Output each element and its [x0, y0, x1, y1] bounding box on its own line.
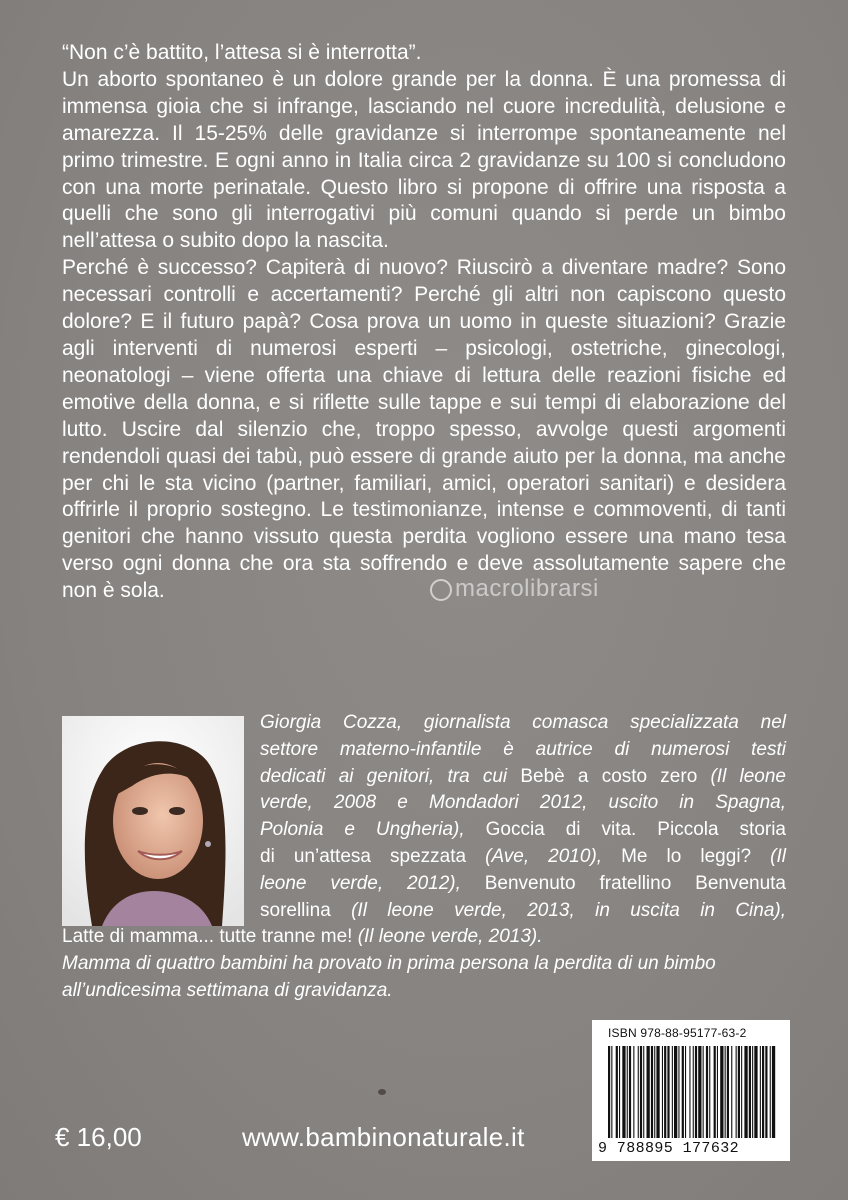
barcode-bar [619, 1046, 620, 1138]
barcode-bar [727, 1046, 729, 1138]
book-title: Benvenuto fratellino Benvenuta [460, 872, 786, 894]
barcode-bar [664, 1046, 666, 1138]
bio-line: all’undicesima settimana di gravidanza. [62, 979, 393, 1001]
book-title: Latte di mamma... tutte tranne me! [62, 926, 353, 948]
barcode-bar [672, 1046, 673, 1138]
barcode-bar [720, 1046, 723, 1138]
barcode-bar [765, 1046, 767, 1138]
barcode-bar [685, 1046, 686, 1138]
barcode-bar [667, 1046, 669, 1138]
barcode-bar [741, 1046, 742, 1138]
watermark-logo-icon [430, 579, 452, 601]
barcode-bar [731, 1046, 732, 1138]
bio-line: dedicati ai genitori, tra cui Bebè a costo zero (Il leone [260, 765, 786, 787]
bio-line: Latte di mamma... tutte tranne me! (Il leone verde, 2013). [62, 926, 543, 948]
price-label: € 16,00 [55, 1122, 142, 1152]
barcode-bar [689, 1046, 690, 1138]
blurb-paragraph-2: Perché è successo? Capiterà di nuovo? Riuscirò a diventare madre? Sono necessari controlli e accertamenti? Perché gli altri non capiscono questo dolore? E il futuro papà? Cosa prova un uomo in queste situazioni? Grazie agli interventi di numerosi esperti – psicologi, ostetriche, ginecologi, neonatologi – viene offerta una chiave di lettura delle reazioni fisiche ed emotive della donna, e si riflette sulle tappe e sui tempi di elaborazione del lutto. Uscire dal silenzio che, troppo spesso, avvolge questi argomenti rendendoli quasi dei tabù, può essere di grande aiuto per la donna, ma anche per chi le sta vicino (partner, familiari, amici, operatori sanitari) e desidera offrirle il proprio sostegno. Le testimonianze, intense e commoventi, di tanti genitori che hanno vissuto questa perdita vogliono essere una mano tesa verso ogni donna che ora sta soffrendo e deve assolutamente sapere che non è sola. [62, 256, 786, 603]
bio-line: Mamma di quattro bambini ha provato in prima persona la perdita di un bimbo [62, 953, 716, 975]
blurb-paragraph-1: Un aborto spontaneo è un dolore grande per la donna. È una promessa di immensa gioia che si infrange, lasciando nel cuore incredulità, delusione e amarezza. Il 15-25% delle gravidanze si interrompe spontaneamente nel primo trimestre. E ogni anno in Italia circa 2 gravidanze su 100 si concludono con una morte perinatale. Questo libro si propone di offrire una risposta a quelli che sono gli interrogativi più comuni quando si perde un bimbo nell’attesa o subito dopo la nascita. [62, 67, 786, 253]
isbn-label: ISBN 978-88-95177-63-2 [608, 1026, 747, 1040]
barcode-bar [736, 1046, 737, 1138]
barcode-bar [703, 1046, 704, 1138]
barcode-bar [611, 1046, 612, 1138]
book-title: Bebè a costo zero [520, 765, 698, 787]
barcode-bar [616, 1046, 618, 1138]
barcode-bar [762, 1046, 764, 1138]
barcode-bar [633, 1046, 634, 1138]
barcode-bar [638, 1046, 639, 1138]
barcode-bar [706, 1046, 708, 1138]
book-title: di un’attesa spezzata [260, 845, 467, 867]
barcode-bar [752, 1046, 753, 1138]
barcode-bar [772, 1046, 775, 1138]
barcode-bar [678, 1046, 679, 1138]
barcode-bar [725, 1046, 726, 1138]
barcode-bar [627, 1046, 628, 1138]
barcode-bar [682, 1046, 684, 1138]
author-bio [62, 710, 786, 1005]
publisher-website: www.bambinonaturale.it [242, 1122, 525, 1152]
barcode-bar [643, 1046, 644, 1138]
barcode-bar [662, 1046, 663, 1138]
bio-line: sorellina (Il leone verde, 2013, in uscita in Cina), [260, 899, 786, 921]
print-smudge [378, 1089, 386, 1095]
bio-line: di un’attesa spezzata (Ave, 2010), Me lo leggi? (Il [260, 845, 786, 867]
barcode-bar [654, 1046, 655, 1138]
barcode-bar [709, 1046, 710, 1138]
barcode-bar [647, 1046, 650, 1138]
barcode-bar [714, 1046, 716, 1138]
barcode-icon [608, 1046, 776, 1138]
blurb-quote: “Non c’è battito, l’attesa si è interrotta”. [62, 41, 422, 64]
ean-number: 9 788895 177632 [598, 1140, 740, 1157]
bio-line: verde, 2008 e Mondadori 2012, uscito in Spagna, [260, 792, 786, 814]
barcode-bar [749, 1046, 751, 1138]
barcode-bar [656, 1046, 659, 1138]
macrolibrarsi-watermark: macrolibrarsi [430, 575, 599, 603]
bio-line: leone verde, 2012), Benvenuto fratellino Benvenuta [260, 872, 786, 894]
barcode-bar [674, 1046, 677, 1138]
barcode-bar [651, 1046, 653, 1138]
barcode-bar [622, 1046, 625, 1138]
blurb-text [62, 40, 786, 605]
book-title: sorellina [260, 899, 331, 921]
barcode-bar [717, 1046, 718, 1138]
barcode-bar [629, 1046, 631, 1138]
barcode-bar [640, 1046, 642, 1138]
bio-line: Polonia e Ungheria), Goccia di vita. Piccola storia [260, 819, 787, 841]
barcode-bar [695, 1046, 697, 1138]
barcode-bar [754, 1046, 757, 1138]
barcode-bar [608, 1046, 610, 1138]
barcode-bar [693, 1046, 694, 1138]
bio-line: settore materno-infantile è autrice di numerosi testi [260, 738, 786, 760]
bio-line: Giorgia Cozza, giornalista comasca specializzata nel [260, 712, 786, 733]
barcode-bar [738, 1046, 740, 1138]
barcode-sticker [592, 1020, 790, 1161]
barcode-bar [770, 1046, 771, 1138]
barcode-bar [698, 1046, 701, 1138]
book-title: Goccia di vita. Piccola storia [464, 819, 787, 841]
barcode-bar [760, 1046, 761, 1138]
barcode-bar [744, 1046, 747, 1138]
book-title: Me lo leggi? [602, 845, 752, 867]
